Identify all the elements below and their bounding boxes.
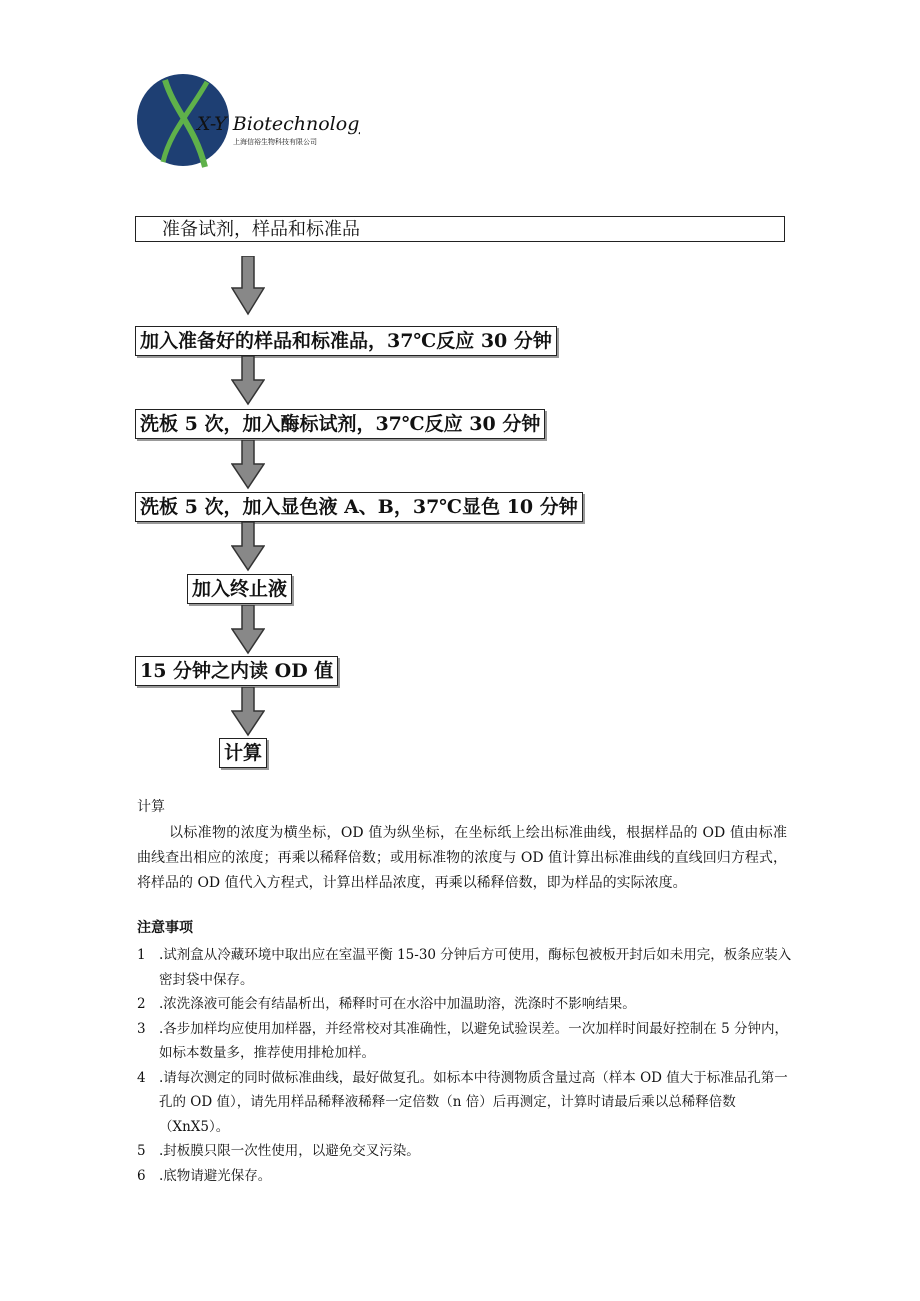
calc-paragraph: 以标准物的浓度为横坐标，OD 值为纵坐标，在坐标纸上绘出标准曲线，根据样品的 OD 值由标准曲线查出相应的浓度；再乘以稀释倍数；或用标准物的浓度与 OD 值计算出标准曲线的直线回归方程式，将样品的 OD 值代入方程式，计算出样品浓度，再乘以稀释倍数，即为样品的实际浓度。 [137,825,787,891]
list-item: 5 .封板膜只限一次性使用，以避免交叉污染。 [137,1143,420,1159]
flow-step-5: 15 分钟之内读 OD 值 [135,656,338,686]
calc-title: 计算 [137,799,165,815]
flow-step-6: 计算 [219,738,267,768]
list-item: 6 .底物请避光保存。 [137,1167,272,1184]
down-arrow-icon [231,522,265,572]
company-logo [135,72,360,172]
down-arrow-icon [231,440,265,490]
flow-step-1: 加入准备好的样品和标准品，37℃反应 30 分钟 [135,326,557,356]
list-item: 2 .浓洗涤液可能会有结晶析出，稀释时可在水浴中加温助溶，洗涤时不影响结果。 [137,996,636,1012]
flow-start-box: 准备试剂，样品和标准品 [135,216,785,242]
list-item: 4 .请每次测定的同时做标准曲线，最好做复孔。如标本中待测物质含量过高（样本 OD 值大于标准品孔第一孔的 OD 值），请先用样品稀释液稀释一定倍数（n 倍）后再测定，计算时请最后乘以总稀释倍数（XnX5）。 [137,1069,788,1135]
notes-title: 注意事项 [137,920,193,936]
notes-list [137,943,797,1188]
flow-step-3: 洗板 5 次，加入显色液 A、B，37℃显色 10 分钟 [135,492,583,522]
flow-step-2: 洗板 5 次，加入酶标试剂，37℃反应 30 分钟 [135,409,545,439]
down-arrow-icon [231,687,265,737]
list-item: 1 .试剂盒从冷藏环境中取出应在室温平衡 15-30 分钟后方可使用，酶标包被板开封后如未用完，板条应装入密封袋中保存。 [137,947,792,988]
down-arrow-icon [231,605,265,655]
list-item: 3 .各步加样均应使用加样器，并经常校对其准确性，以避免试验误差。一次加样时间最好控制在 5 分钟内，如标本数量多，推荐使用排枪加样。 [137,1020,788,1061]
logo-brand-text: X-Y Biotechnology [197,113,360,135]
flow-step-4: 加入终止液 [187,574,292,604]
down-arrow-icon [231,356,265,406]
down-arrow-icon [231,256,265,316]
logo-subtitle-text: 上海信裕生物科技有限公司 [233,138,317,146]
